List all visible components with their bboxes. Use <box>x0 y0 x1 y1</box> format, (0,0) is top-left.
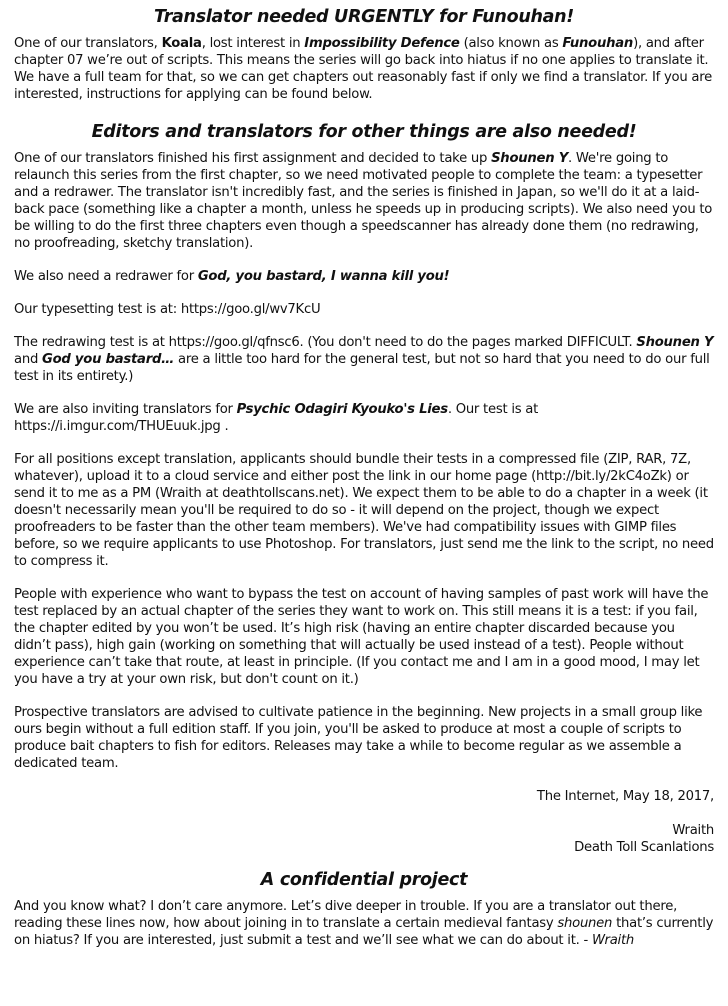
translator-name: Koala <box>161 36 202 51</box>
text: and <box>14 352 43 367</box>
paragraph-submission: For all positions except translation, applicants should bundle their tests in a compressed file (ZIP, RAR, 7Z, whatever), upload it to a cloud service and either post the link in our home page (http://bit.ly/2kC4oZk) or send it to me as a PM (Wraith at deathtollscans.net). We expect them to be able to do a chapter in a week (it doesn't necessarily mean you'll be required to do so - it will depend on the project, though we expect proofreaders to be faster than the other team members). We've had compatibility issues with GIMP files before, so we require applicants to use Photoshop. For translators, just send me the link to the script, no need to compress it. <box>14 452 714 569</box>
text: One of our translators finished his first assignment and decided to take up <box>14 151 492 166</box>
series-title: Shounen Y <box>491 151 569 166</box>
text: We are also inviting translators for <box>14 402 237 417</box>
text: And you know what? I don’t care anymore. Let’s dive deeper in trouble. If you are a translator out there, reading these lines now, how about joining in to translate a certain medieval fantasy <box>14 899 678 931</box>
text: . Our test is at https://i.imgur.com/THUEuuk.jpg . <box>14 402 539 434</box>
paragraph-urgent <box>14 35 714 103</box>
series-title: God, you bastard, I wanna kill you! <box>197 269 450 284</box>
series-alias: Funouhan <box>562 36 634 51</box>
text: We also need a redrawer for <box>14 269 198 284</box>
text: ), and after chapter 07 we’re out of scripts. This means the series will go back into hiatus if no one applies to translate it. We have a full team for that, so we can get chapters out reasonably fast if only we find a translator. If you are interested, instructions for applying can be found below. <box>14 36 712 102</box>
dateline: The Internet, May 18, 2017, <box>536 789 714 804</box>
text: . We're going to relaunch this series from the first chapter, so we need motivated people to complete the team: a typesetter and a redrawer. The translator isn't incredibly fast, and the series is finished in Japan, so we'll do it at a laid-back pace (something like a chapter a month, unless he speeds up in producing scripts). We also need you to be willing to do the first three chapters even though a speedscanner has already done them (no redrawing, no proofreading, sketchy translation). <box>14 151 713 251</box>
heading-others: Editors and translators for other things are also needed! <box>91 122 637 142</box>
series-title: Shounen Y <box>636 335 714 350</box>
paragraph-experience: People with experience who want to bypass the test on account of having samples of past work will have the test replaced by an actual chapter of the series they want to work on. This still means it is a test: if you fail, the chapter edited by you won’t be used. It’s high risk (having an entire chapter discarded because you didn’t pass), high gain (working on something that will actually be used instead of a test). People without experience can’t take that route, at least in principle. (If you contact me and I am in a good mood, I may let you have a try at your own risk, but don't count on it.) <box>14 587 709 687</box>
series-title: God you bastard… <box>42 352 175 367</box>
series-title: Impossibility Defence <box>304 36 460 51</box>
paragraph-psychic-test <box>14 401 714 435</box>
heading-urgent: Translator needed URGENTLY for Funouhan! <box>154 7 574 27</box>
paragraph-confidential <box>14 898 714 949</box>
text: , lost interest in <box>201 36 305 51</box>
text: are a little too hard for the general test, but not so hard that you need to do our full test in its entirety.) <box>14 352 710 384</box>
text: that’s currently on hiatus? If you are interested, just submit a test and we’ll see what we can do about it. - <box>14 916 714 948</box>
text: One of our translators, <box>14 36 162 51</box>
group-name: Death Toll Scanlations <box>574 840 714 855</box>
text: The redrawing test is at https://goo.gl/qfnsc6. (You don't need to do the pages marked DIFFICULT. <box>14 335 637 350</box>
series-title: Psychic Odagiri Kyouko's Lies <box>236 402 448 417</box>
signature-inline: Wraith <box>591 933 634 948</box>
paragraph-redrawing-test <box>14 334 714 385</box>
genre: shounen <box>557 916 613 931</box>
heading-confidential: A confidential project <box>260 870 468 890</box>
text: (also known as <box>459 36 563 51</box>
spacer <box>14 805 714 822</box>
paragraph-patience: Prospective translators are advised to cultivate patience in the beginning. New projects in a small group like ours begin without a full edition staff. If you join, you'll be asked to produce at most a couple of scripts to produce bait chapters to fish for editors. Releases may take a while to become regular as we assemble a dedicated team. <box>14 705 703 771</box>
paragraph-redrawer <box>14 268 714 285</box>
signature: Wraith <box>672 823 714 838</box>
paragraph-shounen-y <box>14 150 714 252</box>
paragraph-typesetting-test: Our typesetting test is at: https://goo.gl/wv7KcU <box>14 302 321 317</box>
